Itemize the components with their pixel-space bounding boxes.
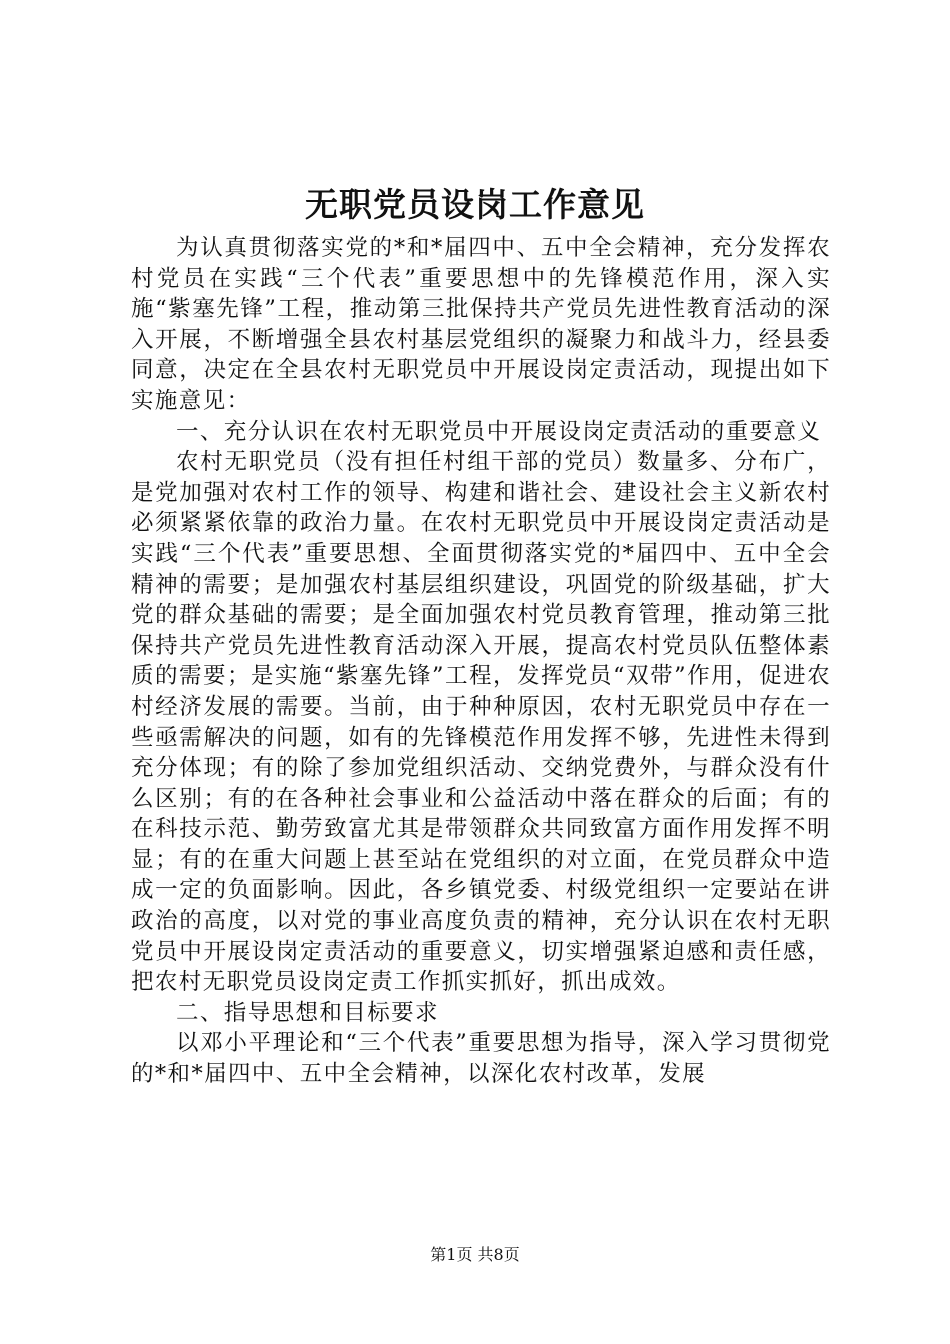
document-title: 无职党员设岗工作意见 — [305, 185, 645, 224]
page-footer: 第1页 共8页 — [430, 1245, 520, 1264]
section-2-paragraph: 以邓小平理论和“三个代表”重要思想为指导，深入学习贯彻党的*和*届四中、五中全会精神，以深化农村改革，发展 — [131, 1030, 831, 1088]
intro-paragraph: 为认真贯彻落实党的*和*届四中、五中全会精神，充分发挥农村党员在实践“三个代表”重要思想中的先锋模范作用，深入实施“紫塞先锋”工程，推动第三批保持共产党员先进性教育活动的深入开展，不断增强全县农村基层党组织的凝聚力和战斗力，经县委同意，决定在全县农村无职党员中开展设岗定责活动，现提出如下实施意见： — [131, 235, 831, 414]
section-1-paragraph: 农村无职党员（没有担任村组干部的党员）数量多、分布广，是党加强对农村工作的领导、构建和谐社会、建设社会主义新农村必须紧紧依靠的政治力量。在农村无职党员中开展设岗定责活动是实践“三个代表”重要思想、全面贯彻落实党的*届四中、五中全会精神的需要；是加强农村基层组织建设，巩固党的阶级基础，扩大党的群众基础的需要；是全面加强农村党员教育管理，推动第三批保持共产党员先进性教育活动深入开展，提高农村党员队伍整体素质的需要；是实施“紫塞先锋”工程，发挥党员“双带”作用，促进农村经济发展的需要。当前，由于种种原因，农村无职党员中存在一些亟需解决的问题，如有的先锋模范作用发挥不够，先进性未得到充分体现；有的除了参加党组织活动、交纳党费外，与群众没有什么区别；有的在各种社会事业和公益活动中落在群众的后面；有的在科技示范、勤劳致富尤其是带领群众共同致富方面作用发挥不明显；有的在重大问题上甚至站在党组织的对立面，在党员群众中造成一定的负面影响。因此，各乡镇党委、村级党组织一定要站在讲政治的高度，以对党的事业高度负责的精神，充分认识在农村无职党员中开展设岗定责活动的重要意义，切实增强紧迫感和责任感，把农村无职党员设岗定责工作抓实抓好，抓出成效。 — [131, 449, 831, 996]
section-heading-2: 二、指导思想和目标要求 — [176, 999, 439, 1026]
document-body — [131, 233, 831, 1090]
section-heading-1: 一、充分认识在农村无职党员中开展设岗定责活动的重要意义 — [176, 418, 822, 445]
